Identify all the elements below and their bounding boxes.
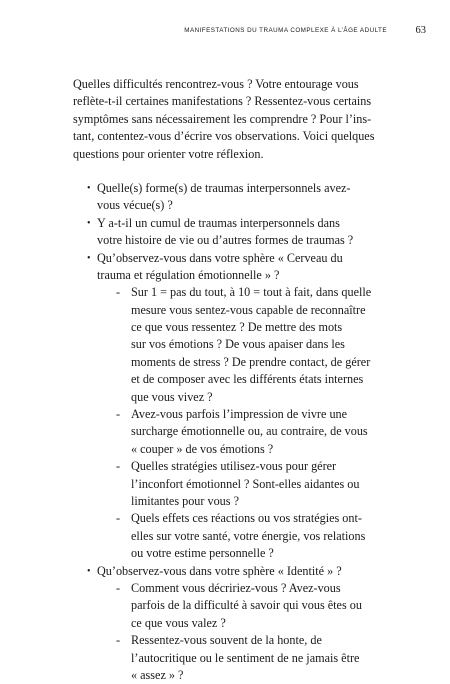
dash-marker: - [116,459,121,474]
text-line: sur vos émotions ? De vous apaiser dans les [131,337,345,352]
text-line: « couper » de vos émotions ? [131,441,274,456]
list-item [73,250,395,285]
text-line: ce que vous ressentez ? De mettre des mots [131,320,343,335]
dash-marker: - [116,633,121,648]
bullet-marker: • [87,565,91,577]
bullet-marker: • [87,182,91,194]
text-line: parfois de la difficulté à savoir qui vous êtes ou [131,598,362,613]
list-item [73,215,395,250]
text-line: ou votre estime personnelle ? [131,546,274,561]
sub-list-item [73,580,395,632]
list-item [73,180,395,215]
intro-paragraph [73,76,395,163]
question-list [73,180,395,684]
text-line: que vous vivez ? [131,389,213,404]
sub-list-item [73,458,395,510]
text-line: l’inconfort émotionnel ? Sont-elles aidantes ou [131,476,360,491]
list-item [73,563,395,580]
text-line: reflète-t-il certaines manifestations ? Ressentez-vous certains [73,94,372,109]
page-number: 63 [415,25,426,36]
text-line: « assez » ? [131,667,184,682]
text-line: symptômes sans nécessairement les comprendre ? Pour l’ins- [73,111,372,126]
text-line: et de composer avec les différents états internes [131,372,364,387]
bullet-marker: • [87,217,91,229]
text-line: Avez-vous parfois l’impression de vivre une [131,407,348,422]
text-line: Qu’observez-vous dans votre sphère « Identité » ? [97,563,342,578]
dash-marker: - [116,511,121,526]
text-line: surcharge émotionnelle ou, au contraire, de vous [131,424,368,439]
text-line: ce que vous valez ? [131,615,226,630]
sub-list-item [73,406,395,458]
text-line: Qu’observez-vous dans votre sphère « Cerveau du [97,250,343,265]
text-line: mesure vous sentez-vous capable de reconnaître [131,302,366,317]
text-line: Ressentez-vous souvent de la honte, de [131,633,322,648]
text-line: elles sur votre santé, votre énergie, vos relations [131,528,366,543]
text-line: questions pour orienter votre réflexion. [73,146,264,161]
sub-list-item [73,632,395,684]
text-line: l’autocritique ou le sentiment de ne jamais être [131,650,360,665]
text-line: limitantes pour vous ? [131,493,239,508]
text-line: votre histoire de vie ou d’autres formes de traumas ? [97,233,354,248]
text-line: Quels effets ces réactions ou vos stratégies ont- [131,511,362,526]
text-line: Comment vous décririez-vous ? Avez-vous [131,580,341,595]
dash-marker: - [116,580,121,595]
text-line: Quelles difficultés rencontrez-vous ? Votre entourage vous [73,77,359,91]
text-line: vous vécue(s) ? [97,198,173,213]
text-line: Quelles stratégies utilisez-vous pour gérer [131,459,337,474]
text-line: Y a-t-il un cumul de traumas interpersonnels dans [97,215,340,230]
bullet-marker: • [87,252,91,264]
text-line: moments de stress ? De prendre contact, de gérer [131,354,371,369]
text-line: Quelle(s) forme(s) de traumas interpersonnels avez- [97,180,351,195]
running-title: MANIFESTATIONS DU TRAUMA COMPLEXE À L’ÂGE ADULTE [184,27,387,34]
dash-marker: - [116,285,121,300]
page-body [73,76,395,684]
text-line: Sur 1 = pas du tout, à 10 = tout à fait, dans quelle [131,285,372,300]
text-line: tant, contentez-vous d’écrire vos observations. Voici quelques [73,129,375,144]
running-header [0,27,450,43]
dash-marker: - [116,407,121,422]
sub-list-item [73,284,395,406]
text-line: trauma et régulation émotionnelle » ? [97,267,280,282]
sub-list-item [73,510,395,562]
